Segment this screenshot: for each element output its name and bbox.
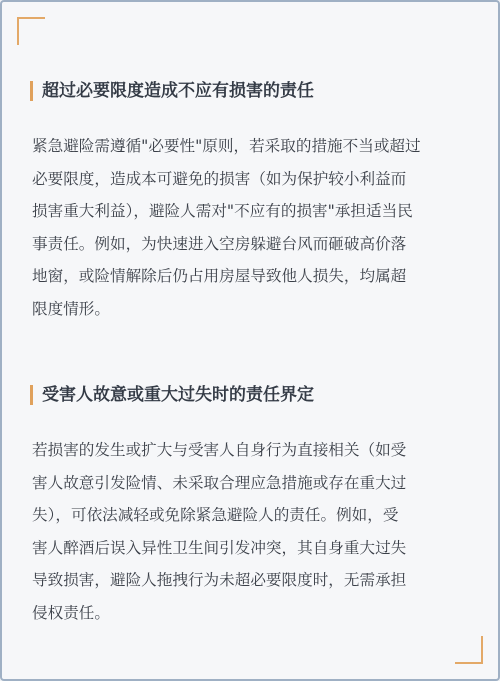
paragraph-line: 地窗，或险情解除后仍占用房屋导致他人损失，均属超 — [32, 267, 407, 285]
paragraph-line: 导致损害，避险人拖拽行为未超必要限度时，无需承担 — [32, 571, 407, 589]
section-paragraph — [30, 434, 474, 629]
paragraph-line: 事责任。例如，为快速进入空房躲避台风而砸破高价落 — [32, 234, 407, 253]
section-heading — [30, 382, 474, 408]
paragraph-line: 若损害的发生或扩大与受害人自身行为直接相关（如受 — [32, 441, 407, 459]
section-excess-damage-liability — [30, 78, 474, 325]
paragraph-line: 必要限度，造成本可避免的损害（如为保护较小利益而 — [32, 169, 407, 188]
section-title: 受害人故意或重大过失时的责任界定 — [42, 385, 314, 405]
heading-accent-bar — [30, 81, 33, 101]
corner-decoration-bottom-right — [455, 636, 483, 664]
paragraph-line: 紧急避险需遵循"必要性"原则，若采取的措施不当或超过 — [32, 137, 421, 155]
paragraph-line: 害人醉酒后误入异性卫生间引发冲突，其自身重大过失 — [32, 538, 407, 557]
paragraph-line: 失），可依法减轻或免除紧急避险人的责任。例如，受 — [32, 506, 399, 524]
corner-decoration-top-left — [17, 17, 45, 45]
paragraph-line: 侵权责任。 — [32, 603, 110, 622]
section-title: 超过必要限度造成不应有损害的责任 — [42, 81, 314, 101]
section-heading — [30, 78, 474, 104]
section-victim-fault-liability — [30, 382, 474, 629]
paragraph-line: 限度情形。 — [32, 299, 110, 318]
paragraph-line: 损害重大利益），避险人需对"不应有的损害"承担适当民 — [32, 202, 413, 220]
paragraph-line: 害人故意引发险情、未采取合理应急措施或存在重大过 — [32, 473, 407, 492]
section-paragraph — [30, 130, 474, 325]
heading-accent-bar — [30, 385, 33, 405]
